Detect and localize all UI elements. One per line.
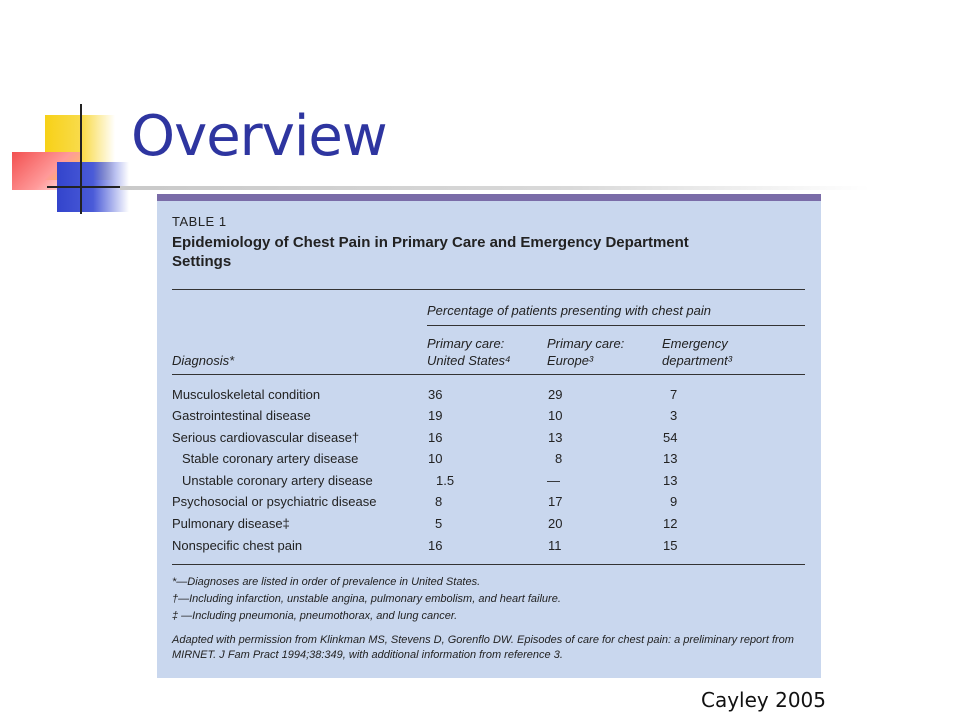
rule-header	[172, 374, 805, 375]
rule-top	[172, 289, 805, 290]
cell-us: 5	[435, 516, 443, 531]
cell-diagnosis: Serious cardiovascular disease†	[172, 430, 360, 445]
cell-us: 16	[428, 430, 443, 445]
cell-ed: 54	[663, 430, 678, 445]
table-row	[172, 387, 812, 408]
table-row	[172, 430, 812, 451]
title-underline	[120, 186, 870, 190]
source-citation: Adapted with permission from Klinkman MS, Stevens D, Gorenflo DW. Episodes of care for chest pain: a preliminary report from MIRNET. J Fam Pract 1994;38:349, with additional information from reference 3.	[172, 634, 794, 661]
cell-ed: 3	[670, 408, 678, 423]
column-header-europe-line2: Europe³	[547, 353, 594, 368]
table-title: Epidemiology of Chest Pain in Primary Care and Emergency Department Settings	[172, 234, 689, 270]
footnote-pulmonary: ‡ —Including pneumonia, pneumothorax, and lung cancer.	[172, 610, 458, 622]
table-row	[172, 516, 812, 537]
cell-us: 36	[428, 387, 443, 402]
table-row	[172, 538, 812, 559]
cell-ed: 15	[663, 538, 678, 553]
cell-diagnosis: Unstable coronary artery disease	[182, 473, 373, 488]
rule-span	[427, 325, 805, 326]
column-header-us	[427, 335, 511, 369]
footnote-cardiovascular: †—Including infarction, unstable angina, pulmonary embolism, and heart failure.	[172, 593, 561, 605]
cell-us: 19	[428, 408, 443, 423]
table-label: TABLE 1	[172, 214, 227, 229]
table-row	[172, 473, 812, 494]
column-header-diagnosis: Diagnosis*	[172, 353, 235, 368]
column-header-us-line1: Primary care:	[427, 336, 505, 351]
cell-europe: 10	[548, 408, 563, 423]
column-header-ed-line2: department³	[662, 353, 733, 368]
cell-diagnosis: Pulmonary disease‡	[172, 516, 290, 531]
cell-diagnosis: Nonspecific chest pain	[172, 538, 303, 553]
column-header-ed	[662, 335, 732, 369]
column-span-header: Percentage of patients presenting with chest pain	[427, 303, 712, 318]
cell-us: 8	[435, 494, 443, 509]
cell-ed: 7	[670, 387, 678, 402]
table-row	[172, 494, 812, 515]
cell-ed: 13	[663, 473, 678, 488]
cell-ed: 9	[670, 494, 678, 509]
rule-bottom	[172, 564, 805, 565]
cell-diagnosis: Musculoskeletal condition	[172, 387, 321, 402]
table-row	[172, 451, 812, 472]
cell-ed: 12	[663, 516, 678, 531]
cell-diagnosis: Gastrointestinal disease	[172, 408, 311, 423]
cell-europe: 11	[548, 538, 562, 553]
ornament-vertical-line	[80, 104, 82, 214]
cell-europe: 20	[548, 516, 563, 531]
cell-europe: 8	[555, 451, 563, 466]
column-header-europe	[547, 335, 624, 369]
cell-diagnosis: Stable coronary artery disease	[182, 451, 359, 466]
cell-diagnosis: Psychosocial or psychiatric disease	[172, 494, 377, 509]
column-header-europe-line1: Primary care:	[547, 336, 625, 351]
cell-us: 10	[428, 451, 443, 466]
cell-us: 1.5	[436, 473, 455, 488]
table-panel	[157, 194, 821, 678]
credit-text: Cayley 2005	[700, 688, 826, 712]
slide-title: Overview	[131, 104, 387, 169]
cell-europe: 13	[548, 430, 563, 445]
cell-ed: 13	[663, 451, 678, 466]
cell-europe: 17	[548, 494, 563, 509]
cell-us: 16	[428, 538, 443, 553]
cell-europe: 29	[548, 387, 563, 402]
cell-europe: —	[547, 473, 560, 488]
column-header-ed-line1: Emergency	[662, 336, 728, 351]
column-header-us-line2: United States⁴	[427, 353, 511, 368]
table-row	[172, 408, 812, 429]
footnote-diagnosis: *—Diagnoses are listed in order of prevalence in United States.	[172, 576, 481, 588]
